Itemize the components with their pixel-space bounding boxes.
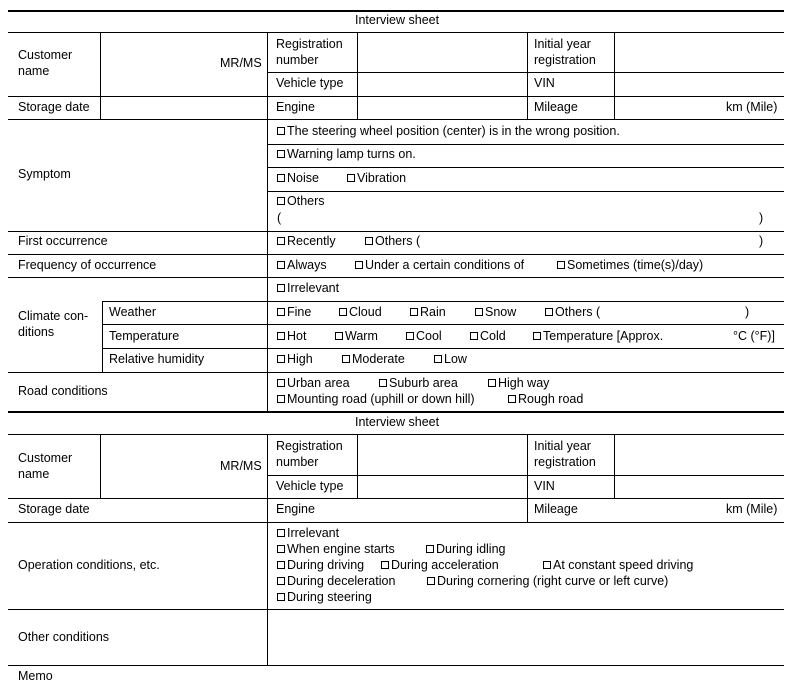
checkbox-icon[interactable]: [277, 577, 285, 585]
checkbox-icon[interactable]: [277, 150, 285, 158]
checkbox-icon[interactable]: [475, 308, 483, 316]
humidity-label: Relative humidity: [109, 352, 205, 366]
engine-starts-option[interactable]: When engine starts: [277, 541, 395, 557]
climate-label-line1: Climate con-: [18, 309, 89, 323]
constant-speed-option[interactable]: At constant speed driving: [543, 557, 693, 573]
sheet2-title: Interview sheet: [355, 415, 440, 429]
symptom-others-paren-open: (: [277, 211, 282, 225]
temperature-label: Temperature: [109, 329, 180, 343]
cornering-option[interactable]: During cornering (right curve or left curve): [427, 573, 668, 589]
checkbox-icon[interactable]: [355, 261, 363, 269]
checkbox-icon[interactable]: [488, 379, 496, 387]
checkbox-icon[interactable]: [277, 284, 285, 292]
km-mile-unit: km (Mile): [726, 100, 778, 114]
checkbox-icon[interactable]: [335, 332, 343, 340]
fine-option[interactable]: Fine: [277, 304, 311, 320]
road-label: Road conditions: [18, 384, 108, 398]
checkbox-icon[interactable]: [470, 332, 478, 340]
recently-option[interactable]: Recently: [277, 233, 336, 249]
checkbox-icon[interactable]: [277, 308, 285, 316]
highway-option[interactable]: High way: [488, 375, 549, 391]
checkbox-icon[interactable]: [365, 237, 373, 245]
checkbox-icon[interactable]: [277, 545, 285, 553]
first-others-option[interactable]: Others (: [365, 233, 420, 249]
engine-label: Engine: [276, 100, 315, 114]
memo-label: Memo: [18, 669, 53, 683]
vin-label-2: VIN: [534, 479, 555, 493]
cloud-option[interactable]: Cloud: [339, 304, 382, 320]
customer-name-label: Customer name: [18, 48, 73, 78]
checkbox-icon[interactable]: [277, 174, 285, 182]
vehicle-type-label: Vehicle type: [276, 76, 344, 90]
symptom-noise-option[interactable]: Noise: [277, 170, 319, 186]
deceleration-option[interactable]: During deceleration: [277, 573, 395, 589]
other-conditions-label: Other conditions: [18, 630, 110, 644]
symptom-others-paren-close: ): [759, 211, 764, 225]
checkbox-icon[interactable]: [277, 529, 285, 537]
checkbox-icon[interactable]: [277, 197, 285, 205]
sometimes-option[interactable]: Sometimes (time(s)/day): [557, 257, 703, 273]
low-option[interactable]: Low: [434, 351, 467, 367]
frequency-label: Frequency of occurrence: [18, 258, 157, 272]
suburb-option[interactable]: Suburb area: [379, 375, 458, 391]
weather-others-option[interactable]: Others (: [545, 304, 600, 320]
certain-conditions-option[interactable]: Under a certain conditions of: [355, 257, 524, 273]
checkbox-icon[interactable]: [277, 561, 285, 569]
storage-date-label: Storage date: [18, 100, 90, 114]
checkbox-icon[interactable]: [406, 332, 414, 340]
checkbox-icon[interactable]: [379, 379, 387, 387]
checkbox-icon[interactable]: [347, 174, 355, 182]
weather-label: Weather: [109, 305, 157, 319]
checkbox-icon[interactable]: [277, 593, 285, 601]
symptom-lamp-option[interactable]: Warning lamp turns on.: [277, 146, 416, 162]
checkbox-icon[interactable]: [277, 332, 285, 340]
checkbox-icon[interactable]: [277, 379, 285, 387]
warm-option[interactable]: Warm: [335, 328, 378, 344]
cool-option[interactable]: Cool: [406, 328, 442, 344]
climate-irrelevant-option[interactable]: Irrelevant: [277, 280, 339, 296]
steering-option[interactable]: During steering: [277, 589, 372, 605]
climate-label-line2: ditions: [18, 325, 55, 339]
snow-option[interactable]: Snow: [475, 304, 516, 320]
checkbox-icon[interactable]: [342, 355, 350, 363]
weather-others-paren-close: ): [745, 305, 750, 319]
checkbox-icon[interactable]: [508, 395, 516, 403]
km-mile-unit-2: km (Mile): [726, 502, 778, 516]
mr-ms-label: MR/MS: [220, 56, 262, 70]
always-option[interactable]: Always: [277, 257, 327, 273]
checkbox-icon[interactable]: [381, 561, 389, 569]
mileage-label-2: Mileage: [534, 502, 578, 516]
symptom-label: Symptom: [18, 167, 71, 181]
moderate-option[interactable]: Moderate: [342, 351, 405, 367]
hot-option[interactable]: Hot: [277, 328, 306, 344]
initial-year-registration-label: Initial year registration: [534, 37, 596, 67]
checkbox-icon[interactable]: [277, 237, 285, 245]
mileage-label: Mileage: [534, 100, 578, 114]
customer-name-label-2: Customer name: [18, 451, 73, 481]
initial-year-registration-label-2: Initial year registration: [534, 439, 596, 469]
rough-option[interactable]: Rough road: [508, 391, 583, 407]
vehicle-type-label-2: Vehicle type: [276, 479, 344, 493]
checkbox-icon[interactable]: [339, 308, 347, 316]
registration-number-label: Registration number: [276, 37, 343, 67]
checkbox-icon[interactable]: [410, 308, 418, 316]
rain-option[interactable]: Rain: [410, 304, 446, 320]
high-option[interactable]: High: [277, 351, 313, 367]
checkbox-icon[interactable]: [277, 395, 285, 403]
symptom-wheel-option[interactable]: The steering wheel position (center) is in the wrong position.: [277, 123, 620, 139]
op-irrelevant-option[interactable]: Irrelevant: [277, 525, 339, 541]
operation-label: Operation conditions, etc.: [18, 558, 160, 572]
checkbox-icon[interactable]: [277, 355, 285, 363]
checkbox-icon[interactable]: [545, 308, 553, 316]
sheet1-title: Interview sheet: [355, 13, 440, 27]
idling-option[interactable]: During idling: [426, 541, 505, 557]
mountain-option[interactable]: Mounting road (uphill or down hill): [277, 391, 475, 407]
first-others-paren-close: ): [759, 234, 764, 248]
deg-unit: °C (°F)]: [733, 329, 775, 343]
checkbox-icon[interactable]: [533, 332, 541, 340]
engine-label-2: Engine: [276, 502, 315, 516]
driving-option[interactable]: During driving: [277, 557, 364, 573]
checkbox-icon[interactable]: [277, 261, 285, 269]
symptom-vibration-option[interactable]: Vibration: [347, 170, 406, 186]
storage-date-label-2: Storage date: [18, 502, 90, 516]
vin-label: VIN: [534, 76, 555, 90]
checkbox-icon[interactable]: [277, 127, 285, 135]
checkbox-icon[interactable]: [434, 355, 442, 363]
checkbox-icon[interactable]: [426, 545, 434, 553]
checkbox-icon[interactable]: [543, 561, 551, 569]
first-occurrence-label: First occurrence: [18, 234, 108, 248]
mr-ms-label-2: MR/MS: [220, 459, 262, 473]
acceleration-option[interactable]: During acceleration: [381, 557, 499, 573]
cold-option[interactable]: Cold: [470, 328, 506, 344]
checkbox-icon[interactable]: [427, 577, 435, 585]
urban-option[interactable]: Urban area: [277, 375, 350, 391]
checkbox-icon[interactable]: [557, 261, 565, 269]
registration-number-label-2: Registration number: [276, 439, 343, 469]
temperature-approx-option[interactable]: Temperature [Approx.: [533, 328, 663, 344]
symptom-others-option[interactable]: Others: [277, 193, 325, 209]
